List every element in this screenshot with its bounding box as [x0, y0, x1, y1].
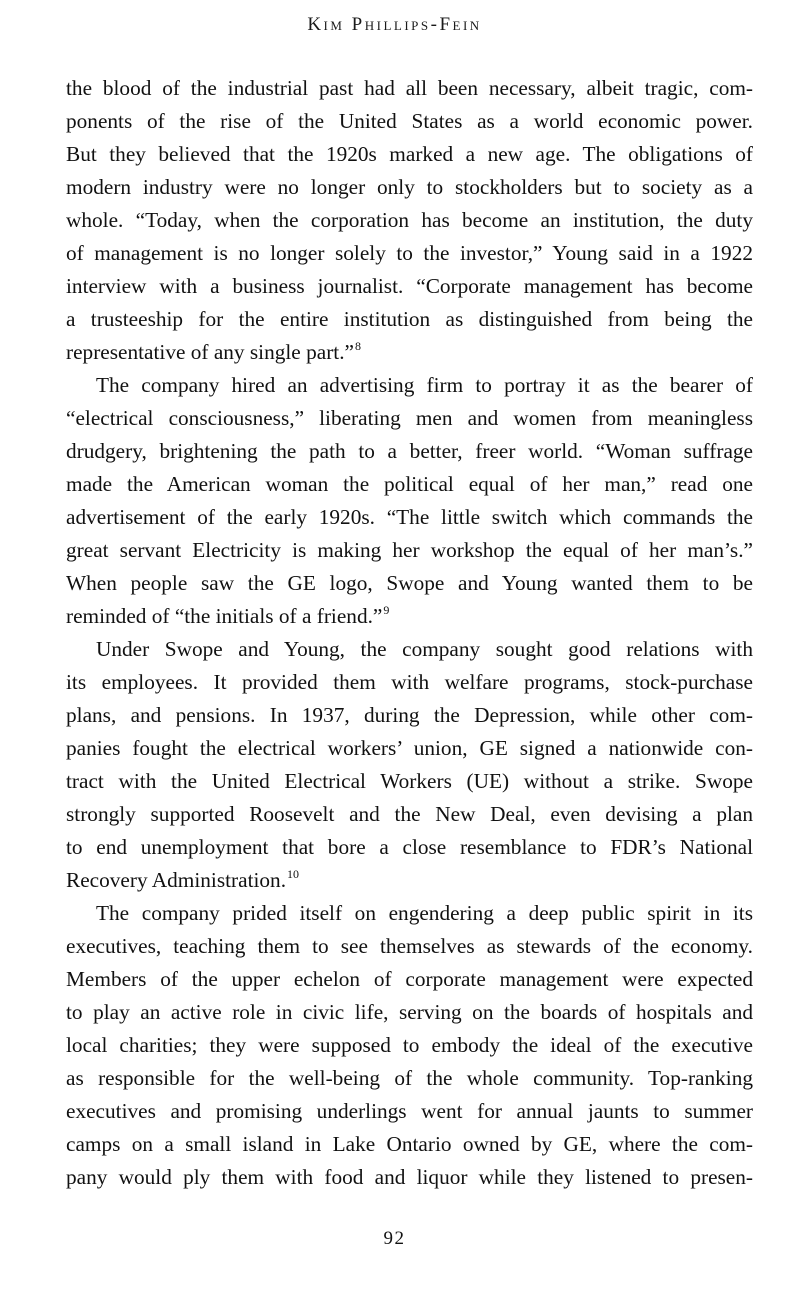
line-text: a trusteeship for the entire institution as distinguished from being the	[66, 307, 753, 331]
line-text: But they believed that the 1920s marked a new age. The obligations of	[66, 142, 753, 166]
text-line	[66, 1029, 753, 1062]
text-line	[66, 864, 753, 897]
line-text: as responsible for the well-being of the whole community. Top-ranking	[66, 1066, 753, 1090]
line-text: of management is no longer solely to the investor,” Young said in a 1922	[66, 241, 753, 265]
line-text: camps on a small island in Lake Ontario owned by GE, where the com-	[66, 1132, 753, 1156]
text-line	[66, 402, 753, 435]
text-line	[66, 105, 753, 138]
line-text: panies fought the electrical workers’ union, GE signed a nationwide con-	[66, 736, 753, 760]
text-line	[66, 468, 753, 501]
line-text: Under Swope and Young, the company sought good relations with	[96, 637, 753, 661]
text-line	[66, 534, 753, 567]
text-line	[66, 270, 753, 303]
text-line	[66, 633, 753, 666]
line-text: whole. “Today, when the corporation has become an institution, the duty	[66, 208, 753, 232]
text-line	[66, 963, 753, 996]
text-line	[66, 138, 753, 171]
line-text: tract with the United Electrical Workers (UE) without a strike. Swope	[66, 769, 753, 793]
text-line	[66, 666, 753, 699]
text-line	[66, 897, 753, 930]
line-text: made the American woman the political equal of her man,” read one	[66, 472, 753, 496]
footnote-marker: 10	[287, 867, 300, 881]
text-line	[66, 930, 753, 963]
text-line	[66, 1128, 753, 1161]
page-number: 92	[383, 1228, 406, 1249]
text-line	[66, 1161, 753, 1194]
line-text: reminded of “the initials of a friend.”	[66, 604, 383, 628]
line-text: pany would ply them with food and liquor while they listened to presen-	[66, 1165, 753, 1189]
line-text: plans, and pensions. In 1937, during the Depression, while other com-	[66, 703, 753, 727]
text-line	[66, 336, 753, 369]
text-line	[66, 600, 753, 633]
line-text: its employees. It provided them with welfare programs, stock-purchase	[66, 670, 753, 694]
text-line	[66, 567, 753, 600]
text-line	[66, 765, 753, 798]
line-text: Recovery Administration.	[66, 868, 287, 892]
text-line	[66, 171, 753, 204]
line-text: When people saw the GE logo, Swope and Young wanted them to be	[66, 571, 753, 595]
text-line	[66, 237, 753, 270]
line-text: representative of any single part.”	[66, 340, 354, 364]
running-head: Kim Phillips-Fein	[307, 14, 482, 35]
text-line	[66, 72, 753, 105]
text-line	[66, 996, 753, 1029]
text-line	[66, 831, 753, 864]
line-text: The company prided itself on engendering a deep public spirit in its	[96, 901, 753, 925]
line-text: advertisement of the early 1920s. “The little switch which commands the	[66, 505, 753, 529]
line-text: executives, teaching them to see themselves as stewards of the economy.	[66, 934, 753, 958]
text-line	[66, 204, 753, 237]
line-text: drudgery, brightening the path to a better, freer world. “Woman suffrage	[66, 439, 753, 463]
text-line	[66, 1062, 753, 1095]
text-line	[66, 798, 753, 831]
text-line	[66, 501, 753, 534]
line-text: strongly supported Roosevelt and the New Deal, even devising a plan	[66, 802, 753, 826]
line-text: to play an active role in civic life, serving on the boards of hospitals and	[66, 1000, 753, 1024]
body-text	[66, 72, 753, 1194]
text-line	[66, 435, 753, 468]
text-line	[66, 303, 753, 336]
footnote-marker: 8	[354, 339, 361, 353]
text-line	[66, 699, 753, 732]
footnote-marker: 9	[383, 603, 390, 617]
text-line	[66, 732, 753, 765]
line-text: the blood of the industrial past had all been necessary, albeit tragic, com-	[66, 76, 753, 100]
line-text: Members of the upper echelon of corporate management were expected	[66, 967, 753, 991]
line-text: ponents of the rise of the United States as a world economic power.	[66, 109, 753, 133]
line-text: to end unemployment that bore a close resemblance to FDR’s National	[66, 835, 753, 859]
line-text: great servant Electricity is making her workshop the equal of her man’s.”	[66, 538, 753, 562]
line-text: interview with a business journalist. “Corporate management has become	[66, 274, 753, 298]
text-line	[66, 1095, 753, 1128]
line-text: The company hired an advertising firm to portray it as the bearer of	[96, 373, 753, 397]
text-line	[66, 369, 753, 402]
line-text: executives and promising underlings went for annual jaunts to summer	[66, 1099, 753, 1123]
line-text: modern industry were no longer only to stockholders but to society as a	[66, 175, 753, 199]
line-text: local charities; they were supposed to embody the ideal of the executive	[66, 1033, 753, 1057]
line-text: “electrical consciousness,” liberating men and women from meaningless	[66, 406, 753, 430]
